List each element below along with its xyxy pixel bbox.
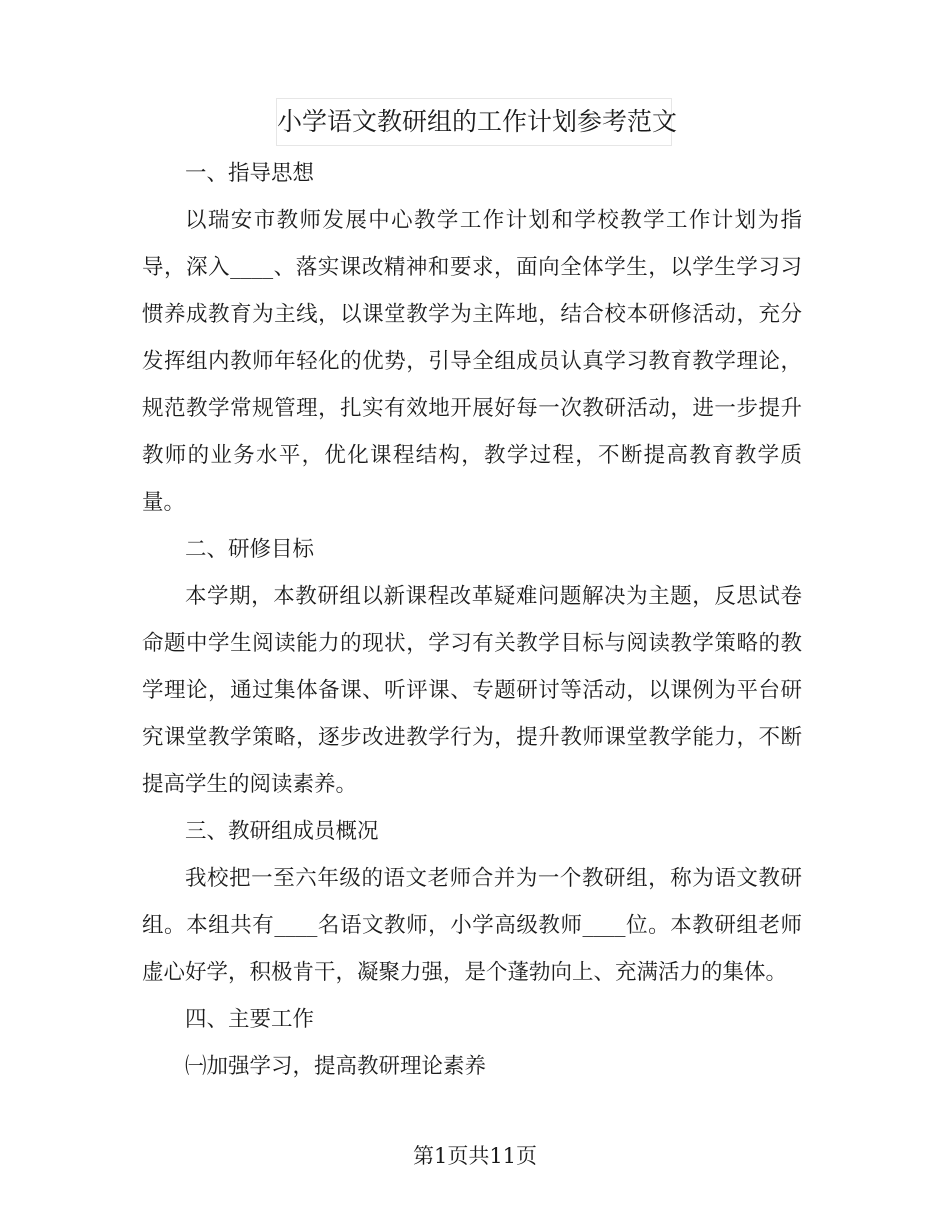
paragraph-team-overview: 我校把一至六年级的语文老师合并为一个教研组，称为语文教研组。本组共有____名语文教师，小学高级教师____位。本教研组老师虚心好学，积极肯干，凝聚力强，是个蓬勃向上、充满活力的集体。 [142, 866, 802, 985]
paragraph-guiding-ideology: 以瑞安市教师发展中心教学工作计划和学校教学工作计划为指导，深入____、落实课改精神和要求，面向全体学生，以学生学习习惯养成教育为主线，以课堂教学为主阵地，结合校本研修活动，充分发挥组内教师年轻化的优势，引导全组成员认真学习教育教学理论，规范教学常规管理，扎实有效地开展好每一次教研活动，进一步提升教师的业务水平，优化课程结构，教学过程，不断提高教育教学质量。 [142, 208, 802, 515]
paragraph-training-goals: 本学期，本教研组以新课程改革疑难问题解决为主题，反思试卷命题中学生阅读能力的现状，学习有关教学目标与阅读教学策略的教学理论，通过集体备课、听评课、专题研讨等活动，以课例为平台研究课堂教学策略，逐步改进教学行为，提升教师课堂教学能力，不断提高学生的阅读素养。 [142, 584, 802, 797]
document-title: 小学语文教研组的工作计划参考范文 [276, 98, 672, 146]
section-heading-guiding-ideology: 一、指导思想 [185, 161, 315, 186]
section-heading-training-goals: 二、研修目标 [185, 537, 315, 562]
section-heading-main-work: 四、主要工作 [185, 1007, 315, 1032]
subsection-heading-strengthen-learning: ㈠加强学习，提高教研理论素养 [185, 1054, 487, 1079]
section-heading-team-overview: 三、教研组成员概况 [185, 819, 379, 844]
page-number-footer: 第1页共11页 [412, 1144, 538, 1168]
document-body [142, 150, 802, 1090]
